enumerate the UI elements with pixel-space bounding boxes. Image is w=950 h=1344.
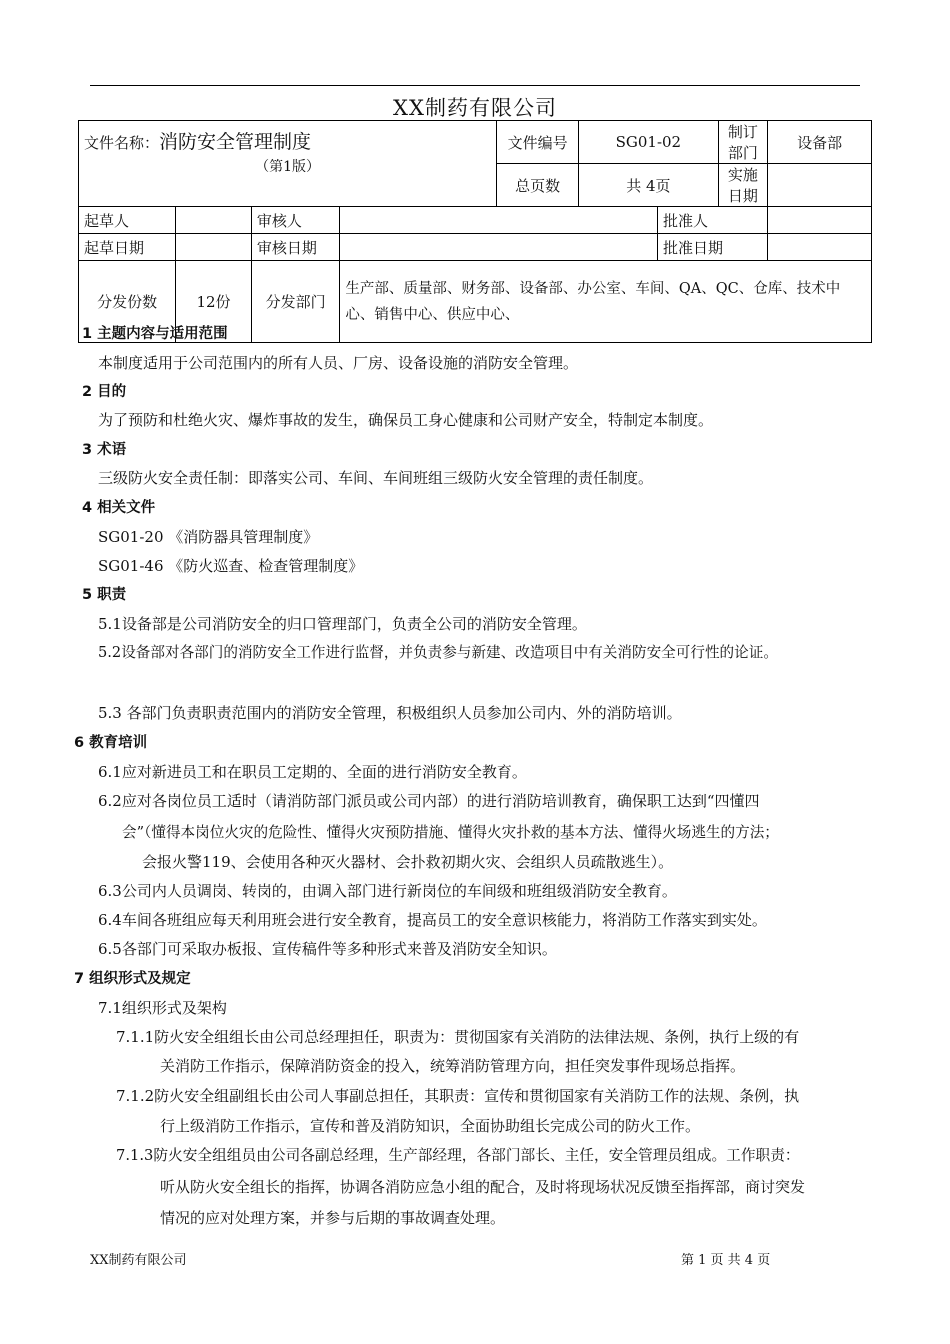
impl-date-label: 实施日期 bbox=[718, 164, 768, 207]
section-3-title: 3 术语 bbox=[82, 442, 127, 458]
doc-version: （第1版） bbox=[255, 159, 320, 175]
dept-label: 制订部门 bbox=[718, 121, 768, 164]
document-header-table bbox=[78, 120, 872, 343]
section-7-1-2-line-1: 7.1.2防火安全组副组长由公司人事副总担任，其职责：宣传和贯彻国家有关消防工作的法规、条例，执 bbox=[116, 1087, 800, 1105]
impl-date bbox=[768, 164, 872, 207]
approver bbox=[768, 207, 872, 234]
section-6-5: 6.5各部门可采取办板报、宣传稿件等多种形式来普及消防安全知识。 bbox=[98, 940, 557, 958]
section-1-title: 1 主题内容与适用范围 bbox=[82, 326, 228, 342]
section-7-1-1-line-2: 关消防工作指示，保障消防资金的投入，统筹消防管理方向，担任突发事件现场总指挥。 bbox=[160, 1057, 746, 1075]
section-5-1: 5.1设备部是公司消防安全的归口管理部门，负责全公司的消防安全管理。 bbox=[98, 615, 587, 633]
copies: 12份 bbox=[176, 261, 252, 343]
section-5-3: 5.3 各部门负责职责范围内的消防安全管理，积极组织人员参加公司内、外的消防培训。 bbox=[98, 704, 682, 722]
section-4-title: 4 相关文件 bbox=[82, 500, 156, 516]
section-2-text: 为了预防和杜绝火灾、爆炸事故的发生，确保员工身心健康和公司财产安全，特制定本制度。 bbox=[98, 411, 714, 429]
company-title: XX制药有限公司 bbox=[393, 96, 557, 120]
doc-no: SG01-02 bbox=[579, 121, 718, 164]
section-6-1: 6.1应对新进员工和在职员工定期的、全面的进行消防安全教育。 bbox=[98, 763, 527, 781]
section-7-1-3-line-3: 情况的应对处理方案，并参与后期的事故调查处理。 bbox=[160, 1209, 506, 1227]
section-7-1-3-line-2: 听从防火安全组长的指挥，协调各消防应急小组的配合，及时将现场状况反馈至指挥部，商讨突发 bbox=[160, 1178, 806, 1196]
section-6-3: 6.3公司内人员调岗、转岗的，由调入部门进行新岗位的车间级和班组级消防安全教育。 bbox=[98, 882, 677, 900]
section-6-title: 6 教育培训 bbox=[74, 735, 148, 751]
section-6-4: 6.4车间各班组应每天利用班会进行安全教育，提高员工的安全意识核能力，将消防工作落实到实处。 bbox=[98, 911, 767, 929]
draft-date bbox=[176, 234, 252, 261]
section-4-ref-2: SG01-46 《防火巡查、检查管理制度》 bbox=[98, 557, 364, 575]
section-7-1: 7.1组织形式及架构 bbox=[98, 999, 227, 1017]
section-6-2-line-3: 会报火警119、会使用各种灭火器材、会扑救初期火灾、会组织人员疏散逃生）。 bbox=[142, 853, 674, 871]
doc-no-label: 文件编号 bbox=[497, 121, 579, 164]
footer-company: XX制药有限公司 bbox=[90, 1253, 187, 1268]
review-date-label: 审核日期 bbox=[251, 234, 340, 261]
dept: 设备部 bbox=[768, 121, 872, 164]
doc-name-cell bbox=[79, 121, 497, 207]
pages: 共 4页 bbox=[579, 164, 718, 207]
dist-dept-label: 分发部门 bbox=[251, 261, 340, 343]
reviewer bbox=[340, 207, 658, 234]
approver-label: 批准人 bbox=[658, 207, 768, 234]
drafter-label: 起草人 bbox=[79, 207, 176, 234]
section-5-title: 5 职责 bbox=[82, 587, 127, 603]
footer-page-info: 第 1 页 共 4 页 bbox=[681, 1253, 771, 1268]
top-rule bbox=[90, 85, 860, 86]
section-2-title: 2 目的 bbox=[82, 384, 127, 400]
pages-label: 总页数 bbox=[497, 164, 579, 207]
review-date bbox=[340, 234, 658, 261]
section-7-title: 7 组织形式及规定 bbox=[74, 971, 191, 987]
doc-name: 消防安全管理制度 bbox=[159, 131, 312, 153]
reviewer-label: 审核人 bbox=[251, 207, 340, 234]
section-5-2: 5.2设备部对各部门的消防安全工作进行监督，并负责参与新建、改造项目中有关消防安全可行性的论证。 bbox=[98, 644, 778, 661]
section-1-text: 本制度适用于公司范围内的所有人员、厂房、设备设施的消防安全管理。 bbox=[98, 354, 579, 372]
section-4-ref-1: SG01-20 《消防器具管理制度》 bbox=[98, 528, 319, 546]
section-6-2-line-2: 会”（懂得本岗位火灾的危险性、懂得火灾预防措施、懂得火灾扑救的基本方法、懂得火场逃生的方法； bbox=[122, 824, 779, 841]
approve-date-label: 批准日期 bbox=[658, 234, 768, 261]
copies-label: 分发份数 bbox=[79, 261, 176, 343]
section-7-1-1-line-1: 7.1.1防火安全组组长由公司总经理担任，职责为：贯彻国家有关消防的法律法规、条例，执行上级的有 bbox=[116, 1028, 800, 1046]
section-6-2-line-1: 6.2应对各岗位员工适时（请消防部门派员或公司内部）的进行消防培训教育，确保职工达到“四懂四 bbox=[98, 792, 760, 810]
section-3-text: 三级防火安全责任制：即落实公司、车间、车间班组三级防火安全管理的责任制度。 bbox=[98, 469, 654, 487]
draft-date-label: 起草日期 bbox=[79, 234, 176, 261]
drafter bbox=[176, 207, 252, 234]
section-7-1-2-line-2: 行上级消防工作指示，宣传和普及消防知识，全面协助组长完成公司的防火工作。 bbox=[160, 1117, 701, 1135]
doc-name-label: 文件名称： bbox=[84, 134, 160, 152]
dist-depts: 生产部、质量部、财务部、设备部、办公室、车间、QA、QC、仓库、技术中心、销售中心、供应中心、 bbox=[340, 261, 872, 343]
section-7-1-3-line-1: 7.1.3防火安全组组员由公司各副总经理，生产部经理，各部门部长、主任，安全管理员组成。工作职责： bbox=[116, 1147, 800, 1164]
approve-date bbox=[768, 234, 872, 261]
